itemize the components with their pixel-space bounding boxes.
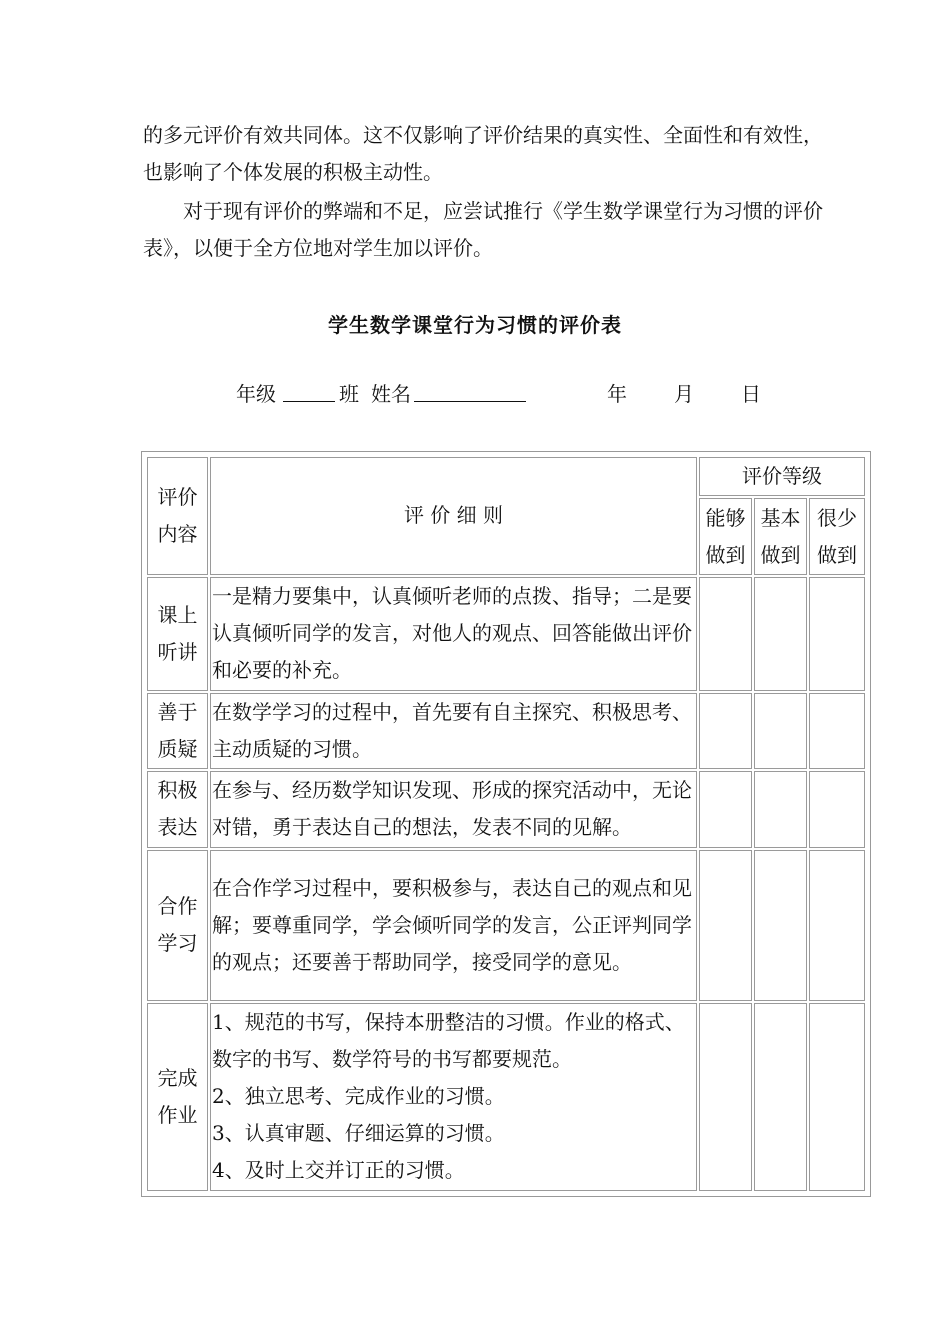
rating-cell-basic[interactable] <box>754 693 807 770</box>
rating-cell-can[interactable] <box>699 693 752 770</box>
header-content-line1: 评价 <box>157 484 198 509</box>
rating-cell-can[interactable] <box>699 1003 752 1191</box>
rating-cell-rarely[interactable] <box>809 771 865 848</box>
rating-cell-rarely[interactable] <box>809 577 865 691</box>
rating-cell-basic[interactable] <box>754 850 807 1001</box>
month-label: 月 <box>674 382 694 406</box>
intro-paragraph-1: 的多元评价有效共同体。这不仅影响了评价结果的真实性、全面性和有效性，也影响了个体发展的积极主动性。 <box>143 123 823 184</box>
table-row <box>147 771 865 848</box>
header-content <box>147 457 208 575</box>
row-detail: 在合作学习过程中，要积极参与，表达自己的观点和见解；要尊重同学，学会倾听同学的发言，公正评判同学的观点；还要善于帮助同学，接受同学的意见。 <box>210 850 697 1001</box>
header-level-basic: 基本 做到 <box>754 498 807 575</box>
row-category: 善于 质疑 <box>147 693 208 770</box>
rating-cell-rarely[interactable] <box>809 693 865 770</box>
grade-blank[interactable] <box>283 378 335 402</box>
row-detail: 在数学学习的过程中，首先要有自主探究、积极思考、主动质疑的习惯。 <box>210 693 697 770</box>
row-category: 积极 表达 <box>147 771 208 848</box>
rating-cell-basic[interactable] <box>754 771 807 848</box>
page-title: 学生数学课堂行为习惯的评价表 <box>328 313 622 337</box>
year-label: 年 <box>607 382 627 406</box>
row-detail: 一是精力要集中，认真倾听老师的点拨、指导；二是要认真倾听同学的发言，对他人的观点、回答能做出评价和必要的补充。 <box>210 577 697 691</box>
table-row <box>147 850 865 1001</box>
rating-cell-rarely[interactable] <box>809 1003 865 1191</box>
table-row <box>147 693 865 770</box>
row-detail <box>210 1003 697 1191</box>
table-row <box>147 1003 865 1191</box>
rating-cell-can[interactable] <box>699 850 752 1001</box>
rating-cell-can[interactable] <box>699 577 752 691</box>
table-row <box>147 577 865 691</box>
row-category: 完成 作业 <box>147 1003 208 1191</box>
detail-line: 1、规范的书写，保持本册整洁的习惯。作业的格式、数字的书写、数学符号的书写都要规范。 <box>212 1010 685 1072</box>
rating-cell-basic[interactable] <box>754 577 807 691</box>
row-category: 课上 听讲 <box>147 577 208 691</box>
day-label: 日 <box>741 382 761 406</box>
rating-cell-can[interactable] <box>699 771 752 848</box>
name-blank[interactable] <box>414 378 526 402</box>
evaluation-table <box>141 451 871 1197</box>
header-grade-group: 评价等级 <box>699 457 865 496</box>
header-level-can: 能够 做到 <box>699 498 752 575</box>
row-detail: 在参与、经历数学知识发现、形成的探究活动中，无论对错，勇于表达自己的想法，发表不同的见解。 <box>210 771 697 848</box>
rating-cell-basic[interactable] <box>754 1003 807 1191</box>
detail-line: 3、认真审题、仔细运算的习惯。 <box>212 1121 505 1146</box>
header-level-rarely: 很少 做到 <box>809 498 865 575</box>
rating-cell-rarely[interactable] <box>809 850 865 1001</box>
class-label: 班 <box>339 382 359 406</box>
row-category: 合作 学习 <box>147 850 208 1001</box>
detail-line: 4、及时上交并订正的习惯。 <box>212 1158 465 1183</box>
header-content-line2: 内容 <box>157 521 198 546</box>
detail-line: 2、独立思考、完成作业的习惯。 <box>212 1084 505 1109</box>
header-rules: 评 价 细 则 <box>210 457 697 575</box>
intro-paragraph-2: 对于现有评价的弊端和不足，应尝试推行《学生数学课堂行为习惯的评价表》，以便于全方位地对学生加以评价。 <box>143 199 823 260</box>
grade-label: 年级 <box>236 382 276 406</box>
name-label: 姓名 <box>371 382 411 406</box>
